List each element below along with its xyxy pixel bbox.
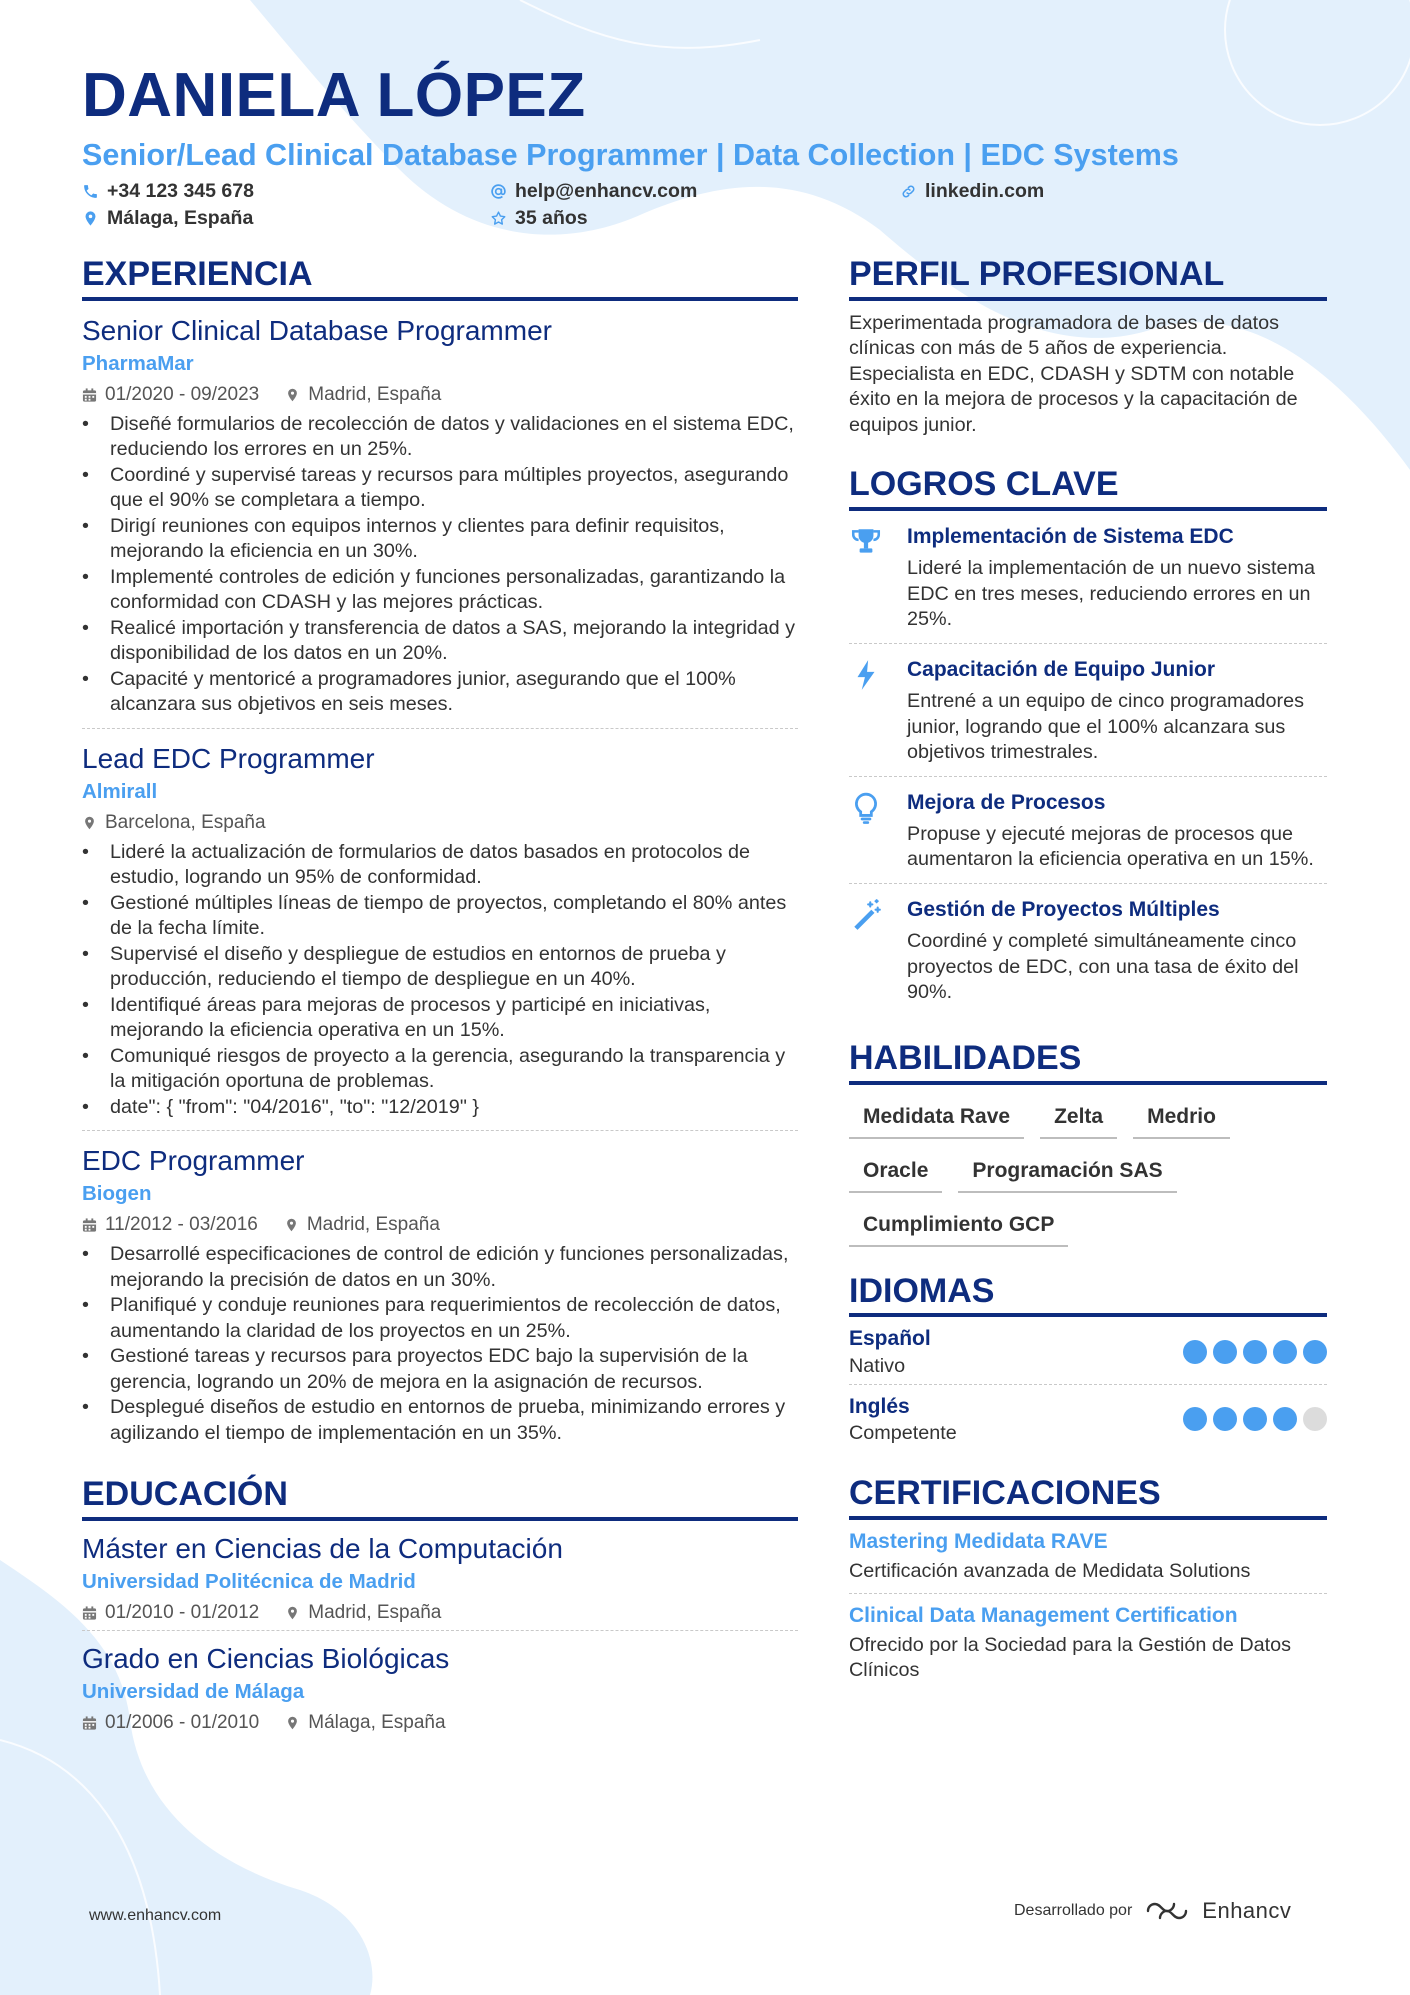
at-icon [490, 183, 507, 200]
language-item [849, 1317, 1327, 1384]
degree: Máster en Ciencias de la Computación [82, 1533, 563, 1565]
job-location: Madrid, España [306, 1214, 440, 1236]
job-meta [82, 812, 798, 834]
lightbulb-icon [849, 791, 883, 825]
education-meta [82, 1602, 798, 1624]
bullet-item: • Implementé controles de edición y funciones personalizadas, garantizando la conformidad con CDASH y las mejores prácticas. [82, 565, 798, 616]
skill-tag: Medrio [1133, 1099, 1230, 1139]
bullet-item: • Gestioné tareas y recursos para proyectos EDC bajo la supervisión de la gerencia, logrando un 20% de mejora en la asignación de recursos. [82, 1344, 798, 1395]
job-bullets [82, 840, 798, 1121]
skills-title: HABILIDADES [849, 1038, 1327, 1085]
candidate-name: DANIELA LÓPEZ [82, 61, 586, 130]
skill-tag: Programación SAS [958, 1153, 1176, 1193]
location-pin-icon [285, 1605, 300, 1621]
right-column [849, 254, 1327, 1692]
headline: Senior/Lead Clinical Database Programmer | Data Collection | EDC Systems [82, 138, 1179, 172]
enhancv-brand[interactable]: Enhancv [1202, 1898, 1292, 1923]
bullet-item: • Realicé importación y transferencia de datos a SAS, mejorando la integridad y disponibilidad de los datos en un 20%. [82, 616, 798, 667]
bullet-item: • Supervisé el diseño y despliegue de estudios en entornos de prueba y producción, reduciendo el tiempo de despliegue en un 40%. [82, 942, 798, 993]
bullet-item: • Identifiqué áreas para mejoras de procesos y participé en iniciativas, mejorando la eficiencia operativa en un 15%. [82, 993, 798, 1044]
skill-tag: Zelta [1040, 1099, 1117, 1139]
link-icon [900, 183, 917, 200]
bullet-item: • Gestioné múltiples líneas de tiempo de proyectos, completando el 80% antes de la fecha límite. [82, 891, 798, 942]
bullet-item: • date": { "from": "04/2016", "to": "12/2019" } [82, 1095, 798, 1121]
job-meta [82, 1214, 798, 1236]
job-title: Lead EDC Programmer [82, 742, 375, 774]
job-bullets [82, 1242, 798, 1446]
location-pin-icon [82, 210, 99, 227]
job-location: Madrid, España [308, 383, 442, 405]
education-meta [82, 1712, 798, 1734]
languages-title: IDIOMAS [849, 1271, 1327, 1318]
education-title: EDUCACIÓN [82, 1474, 798, 1521]
achievement-item [849, 884, 1327, 1016]
calendar-icon [82, 387, 97, 403]
calendar-icon [82, 1605, 97, 1621]
job-bullets [82, 412, 798, 718]
certification-desc: Ofrecido por la Sociedad para la Gestión de Datos Clínicos [849, 1633, 1292, 1682]
education-location: Madrid, España [308, 1602, 442, 1624]
school-name: Universidad Politécnica de Madrid [82, 1570, 416, 1594]
phone-icon [82, 183, 99, 200]
left-column [82, 254, 798, 1740]
bullet-item: • Capacité y mentoricé a programadores junior, asegurando que el 100% alcanzara sus objetivos en seis meses. [82, 667, 798, 718]
rating-dot-filled [1243, 1340, 1267, 1364]
rating-dot-filled [1183, 1340, 1207, 1364]
skill-tag: Medidata Rave [849, 1099, 1024, 1139]
job-title: Senior Clinical Database Programmer [82, 314, 552, 346]
certification-title: Clinical Data Management Certification [849, 1603, 1238, 1627]
linkedin [900, 180, 1044, 203]
company-name: Biogen [82, 1182, 152, 1206]
achievement-title: Mejora de Procesos [907, 790, 1106, 814]
email [490, 180, 697, 203]
skill-tag: Oracle [849, 1153, 942, 1193]
rating-dot-filled [1213, 1340, 1237, 1364]
achievement-desc: Entrené a un equipo de cinco programadores junior, logrando que el 100% alcanzara sus objetivos trimestrales. [907, 690, 1304, 764]
magic-wand-icon [849, 898, 883, 932]
bullet-item: • Desarrollé especificaciones de control de edición y funciones personalizadas, mejorando la precisión de datos en un 30%. [82, 1242, 798, 1293]
certifications-title: CERTIFICACIONES [849, 1473, 1327, 1520]
achievement-title: Capacitación de Equipo Junior [907, 657, 1216, 681]
location-text: Málaga, España [107, 207, 254, 229]
job-entry [82, 729, 798, 1132]
bullet-item: • Dirigí reuniones con equipos internos y clientes para definir requisitos, mejorando la eficiencia en un 30%. [82, 514, 798, 565]
job-entry [82, 301, 798, 729]
achievement-title: Implementación de Sistema EDC [907, 525, 1234, 549]
age-text: 35 años [515, 207, 588, 229]
achievement-desc: Propuse y ejecuté mejoras de procesos que aumentaron la eficiencia operativa en un 15%. [907, 822, 1314, 871]
lightning-icon [849, 658, 883, 692]
education-location: Málaga, España [308, 1712, 446, 1734]
rating-dot-filled [1273, 1340, 1297, 1364]
achievement-title: Gestión de Proyectos Múltiples [907, 897, 1220, 921]
rating-dot-filled [1303, 1340, 1327, 1364]
company-name: Almirall [82, 779, 158, 803]
job-title: EDC Programmer [82, 1145, 305, 1177]
location-pin-icon [285, 387, 300, 403]
achievement-item [849, 511, 1327, 644]
skills-list [849, 1099, 1327, 1247]
language-item [849, 1385, 1327, 1451]
location-pin-icon [285, 1715, 300, 1731]
company-name: PharmaMar [82, 351, 194, 375]
language-rating [1183, 1340, 1327, 1364]
certification-item [849, 1594, 1327, 1692]
calendar-icon [82, 1217, 97, 1233]
achievements-title: LOGROS CLAVE [849, 464, 1327, 511]
certification-desc: Certificación avanzada de Medidata Solutions [849, 1560, 1251, 1583]
bullet-item: • Coordiné y supervisé tareas y recursos para múltiples proyectos, asegurando que el 90% se completara a tiempo. [82, 463, 798, 514]
education-entry [82, 1521, 798, 1631]
degree: Grado en Ciencias Biológicas [82, 1643, 450, 1675]
summary-title: PERFIL PROFESIONAL [849, 254, 1327, 301]
language-name: Inglés [849, 1394, 910, 1418]
bullet-item: • Diseñé formularios de recolección de datos y validaciones en el sistema EDC, reduciendo los errores en un 25%. [82, 412, 798, 463]
location-pin-icon [284, 1217, 299, 1233]
school-name: Universidad de Málaga [82, 1680, 305, 1704]
language-level: Nativo [849, 1354, 906, 1377]
rating-dot-filled [1243, 1407, 1267, 1431]
location-pin-icon [82, 815, 97, 831]
phone [82, 180, 254, 203]
job-date: 11/2012 - 03/2016 [105, 1214, 258, 1236]
calendar-icon [82, 1715, 97, 1731]
rating-dot-filled [1183, 1407, 1207, 1431]
summary-text: Experimentada programadora de bases de datos clínicas con más de 5 años de experiencia. Especialista en EDC, CDASH y SDTM con notable éxito en la mejora de procesos y la capacitación de equipos junior. [849, 311, 1298, 436]
achievement-desc: Coordiné y completé simultáneamente cinco proyectos de EDC, con una tasa de éxito del 90%. [907, 930, 1299, 1004]
star-icon [490, 210, 507, 227]
achievement-item [849, 644, 1327, 777]
age [490, 207, 588, 230]
bullet-item: • Comuniqué riesgos de proyecto a la gerencia, asegurando la transparencia y la mitigación oportuna de problemas. [82, 1044, 798, 1095]
powered-by-label: Desarrollado por [1014, 1902, 1133, 1919]
job-entry [82, 1131, 798, 1456]
certification-title: Mastering Medidata RAVE [849, 1529, 1108, 1553]
bullet-item: • Lideré la actualización de formularios de datos basados en protocolos de estudio, logrando un 95% de conformidad. [82, 840, 798, 891]
bullet-item: • Planifiqué y conduje reuniones para requerimientos de recolección de datos, aumentando la claridad de los proyectos en un 25%. [82, 1293, 798, 1344]
rating-dot-empty [1303, 1407, 1327, 1431]
footer-branding [1014, 1898, 1291, 1924]
enhancv-logo-icon [1144, 1899, 1190, 1923]
trophy-icon [849, 525, 883, 559]
language-level: Competente [849, 1421, 957, 1444]
email-text[interactable]: help@enhancv.com [515, 180, 698, 202]
achievement-desc: Lideré la implementación de un nuevo sistema EDC en tres meses, reduciendo errores en un 25%. [907, 557, 1315, 631]
education-date: 01/2010 - 01/2012 [105, 1602, 260, 1624]
skill-tag: Cumplimiento GCP [849, 1207, 1068, 1247]
linkedin-text[interactable]: linkedin.com [925, 180, 1045, 202]
education-date: 01/2006 - 01/2010 [105, 1712, 260, 1734]
education-entry [82, 1631, 798, 1740]
achievement-item [849, 777, 1327, 884]
certification-item [849, 1520, 1327, 1594]
job-location: Barcelona, España [105, 811, 266, 833]
location [82, 207, 253, 230]
rating-dot-filled [1213, 1407, 1237, 1431]
language-name: Español [849, 1327, 931, 1351]
experience-title: EXPERIENCIA [82, 254, 798, 301]
footer-website[interactable]: www.enhancv.com [89, 1907, 222, 1924]
language-rating [1183, 1407, 1327, 1431]
bullet-item: • Desplegué diseños de estudio en entornos de prueba, minimizando errores y agilizando el tiempo de implementación en un 35%. [82, 1395, 798, 1446]
job-meta [82, 384, 798, 406]
phone-text[interactable]: +34 123 345 678 [107, 180, 254, 202]
job-date: 01/2020 - 09/2023 [105, 383, 260, 405]
rating-dot-filled [1273, 1407, 1297, 1431]
